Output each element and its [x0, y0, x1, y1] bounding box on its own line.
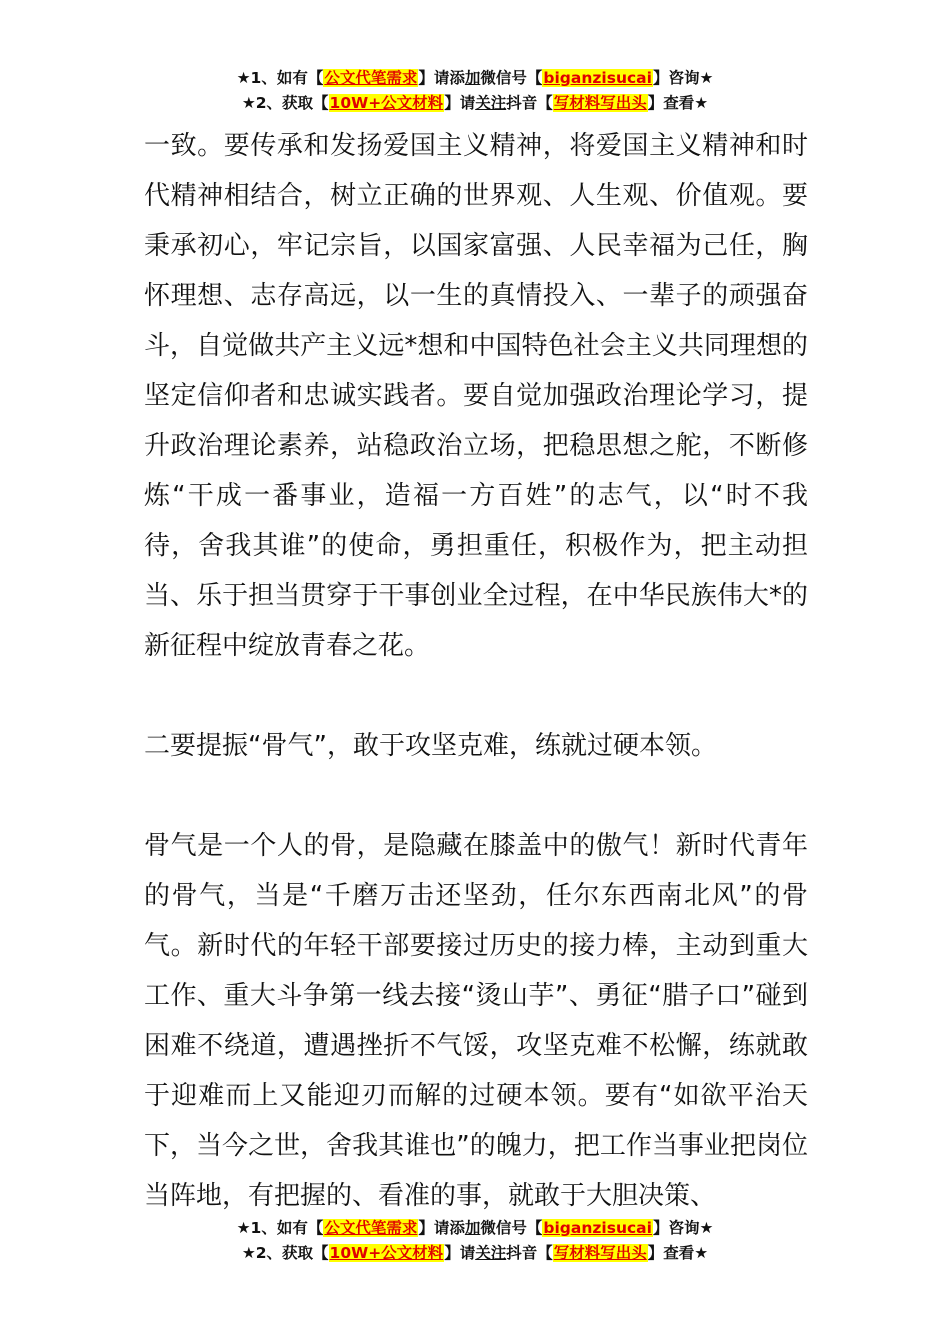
paragraph-2: 骨气是一个人的骨，是隐藏在膝盖中的傲气！新时代青年的骨气，当是“千磨万击还坚劲，任尔东西南北风”的骨气。新时代的年轻干部要接过历史的接力棒，主动到重大工作、重大斗争第一线去接“烫山芋”、勇征“腊子口”碰到困难不绕道，遭遇挫折不气馁，攻坚克难不松懈，练就敢于迎难而上又能迎刃而解的过硬本领。要有“如欲平治天下，当今之世，舍我其谁也”的魄力，把工作当事业把岗位当阵地，有把握的、看准的事，就敢于大胆决策、: [144, 831, 808, 1211]
wechat-id-highlight: biganzisucai: [543, 1219, 652, 1237]
douyin-account-highlight: 写材料写出头: [553, 94, 647, 112]
banner-line-1: ★1、如有【公文代笔需求】请添加微信号【biganzisucai】咨询★: [236, 69, 714, 87]
ghostwriting-highlight: 公文代笔需求: [324, 1219, 418, 1237]
document-body: [144, 121, 808, 1221]
section-heading: 二要提振“骨气”，敢于攻坚克难，练就过硬本领。: [144, 731, 717, 761]
footer-banner: [0, 1216, 950, 1266]
paragraph-1: 一致。要传承和发扬爱国主义精神，将爱国主义精神和时代精神相结合，树立正确的世界观、人生观、价值观。要秉承初心，牢记宗旨，以国家富强、人民幸福为己任，胸怀理想、志存高远，以一生的真情投入、一辈子的顽强奋斗，自觉做共产主义远*想和中国特色社会主义共同理想的坚定信仰者和忠诚实践者。要自觉加强政治理论学习，提升政治理论素养，站稳政治立场，把稳思想之舵，不断修炼“干成一番事业，造福一方百姓”的志气，以“时不我待，舍我其谁”的使命，勇担重任，积极作为，把主动担当、乐于担当贯穿于干事创业全过程，在中华民族伟大*的新征程中绽放青春之花。: [144, 131, 808, 661]
banner-line-1: ★1、如有【公文代笔需求】请添加微信号【biganzisucai】咨询★: [236, 1219, 714, 1237]
header-banner: [0, 66, 950, 116]
wechat-id-highlight: biganzisucai: [543, 69, 652, 87]
materials-highlight: 10W+公文材料: [329, 94, 444, 112]
ghostwriting-highlight: 公文代笔需求: [324, 69, 418, 87]
banner-line-2: ★2、获取【10W+公文材料】请关注抖音【写材料写出头】查看★: [241, 94, 709, 112]
douyin-account-highlight: 写材料写出头: [553, 1244, 647, 1262]
materials-highlight: 10W+公文材料: [329, 1244, 444, 1262]
banner-line-2: ★2、获取【10W+公文材料】请关注抖音【写材料写出头】查看★: [241, 1244, 709, 1262]
